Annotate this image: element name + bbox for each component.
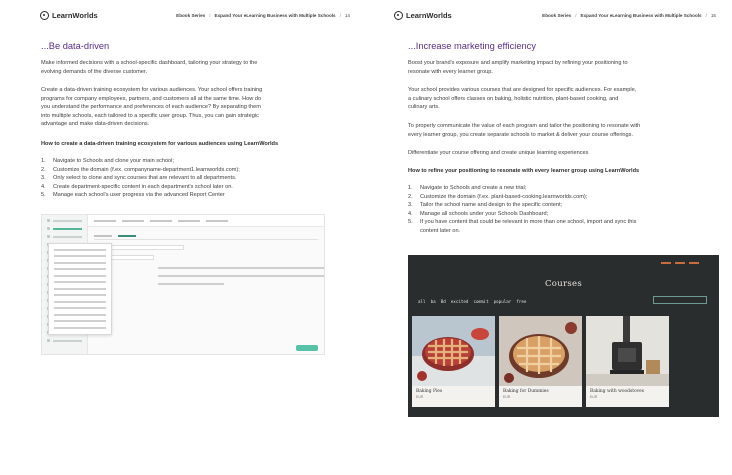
- course-price: EUR: [590, 395, 598, 399]
- step-text: content later on.: [420, 227, 461, 234]
- learnworlds-logo-icon: [394, 11, 403, 20]
- screenshot-dropdown: [48, 243, 112, 335]
- header-breadcrumb: [542, 13, 716, 18]
- logo-text: LearnWorlds: [406, 10, 452, 20]
- baking-for-dummies-image: [499, 316, 582, 386]
- page-header: [394, 8, 716, 22]
- step-text: If you have content that could be relevant in more than one school, import and sync this: [420, 219, 637, 226]
- step-number: 1.: [41, 158, 46, 164]
- step-text: Manage all schools under your Schools Dashboard;: [420, 210, 549, 217]
- step-text: Create department-specific content in each department's school later on.: [53, 183, 233, 190]
- step-number: 4.: [408, 210, 413, 217]
- step-number: 5.: [408, 219, 413, 226]
- text-line: into multiple schools, each tailored to a specific user group. Thus, you can gain strategic: [41, 112, 259, 119]
- course-search-box: [653, 296, 707, 304]
- list-item: [408, 218, 708, 227]
- howto-heading: How to refine your positioning to resonate with every learner group using LearnWorlds: [408, 168, 640, 174]
- course-card: [499, 316, 582, 407]
- step-text: Tailor the school name and design to the specific content;: [420, 202, 563, 209]
- intro-paragraph: [408, 59, 708, 76]
- step-text: Customize the domain (f.ex. companyname-department1.learnworlds.com);: [53, 166, 240, 173]
- header-breadcrumb: [176, 13, 350, 18]
- screenshot-table: [158, 261, 324, 291]
- learnworlds-logo-icon: [40, 11, 49, 20]
- body-paragraph: [41, 86, 324, 129]
- course-card: [412, 316, 495, 407]
- body-paragraph: Differentiate your course offering and create unique learning experiences: [408, 150, 589, 156]
- text-line: Create a data-driven training ecosystem for various audiences. Your school offers training: [41, 87, 263, 93]
- course-price: EUR: [503, 395, 511, 399]
- course-filters: all ba Bd excited commit popular free: [418, 299, 527, 304]
- list-item: [41, 191, 326, 200]
- schools-dashboard-screenshot: [41, 214, 325, 355]
- baking-pies-image: [412, 316, 495, 386]
- course-title: Baking with woodstoves: [590, 389, 644, 394]
- course-title: Baking for Dummies: [503, 389, 549, 394]
- text-line: advantage and make data-driven decisions.: [41, 121, 150, 128]
- text-line: evolving demands of the diverse customer.: [41, 68, 148, 75]
- step-number: [408, 227, 420, 236]
- series-label: Ebook Series: [176, 12, 206, 18]
- text-line: Your school provides various courses that are designed for specific audiences. For example,: [408, 87, 637, 93]
- ebook-title: Expand Your eLearning Business with Multiple Schools: [580, 12, 702, 18]
- body-paragraph: [408, 122, 708, 139]
- step-text: Navigate to Schools and clone your main school;: [53, 158, 174, 164]
- step-number: 4.: [41, 183, 46, 190]
- howto-heading: How to create a data-driven training ecosystem for various audiences using LearnWorlds: [41, 141, 279, 147]
- step-number: 5.: [41, 192, 46, 199]
- step-number: 2.: [41, 166, 46, 173]
- list-item: [41, 183, 326, 192]
- text-line: a culinary school offers classes on baking, holistic nutrition, plant-based cooking, and: [408, 95, 619, 102]
- list-item: [408, 184, 708, 193]
- breadcrumb-separator: /: [209, 12, 211, 18]
- courses-nav-links: [661, 262, 699, 264]
- step-number: 3.: [408, 202, 413, 209]
- breadcrumb-separator: /: [705, 12, 707, 18]
- screenshot-button: [296, 345, 318, 351]
- screenshot-topbar: [88, 215, 324, 227]
- logo-text: LearnWorlds: [52, 10, 98, 20]
- page-number: 14: [344, 12, 350, 18]
- learnworlds-logo: [40, 11, 98, 20]
- breadcrumb-separator: /: [575, 12, 577, 18]
- text-line: resonate with every learner group.: [408, 68, 493, 75]
- text-line: Make informed decisions with a school-specific dashboard, tailoring your strategy to the: [41, 60, 258, 66]
- text-line: culinary arts.: [408, 104, 440, 111]
- step-number: 1.: [408, 185, 413, 191]
- steps-list: [41, 157, 326, 200]
- courses-title: Courses: [544, 279, 582, 289]
- course-card: [586, 316, 669, 407]
- learnworlds-logo: [394, 11, 452, 20]
- list-item: [408, 193, 708, 202]
- text-line: you understand the performance and preferences of each audience? By separating them: [41, 104, 261, 111]
- course-price: EUR: [416, 395, 424, 399]
- step-text: Only select to clone and sync courses that are relevant to all departments.: [53, 175, 237, 182]
- body-paragraph: [408, 86, 708, 112]
- breadcrumb-separator: /: [339, 12, 341, 18]
- list-item: [41, 166, 326, 175]
- step-text: Customize the domain (f.ex. plant-based-cooking.learnworlds.com);: [420, 193, 588, 200]
- list-item: [41, 157, 326, 166]
- step-text: Navigate to Schools and create a new trial;: [420, 185, 527, 191]
- text-line: To properly communicate the value of each program and tailor the positioning to resonate with: [408, 123, 641, 129]
- step-number: 3.: [41, 175, 46, 182]
- text-line: programs for company employees, partners, and customers all at the same time. How do: [41, 95, 262, 102]
- intro-paragraph: [41, 59, 324, 76]
- page-header: [40, 8, 350, 22]
- list-item: [408, 227, 708, 236]
- list-item: [41, 174, 326, 183]
- course-title: Baking Pies: [416, 389, 443, 394]
- courses-screenshot: [408, 255, 719, 417]
- steps-list: [408, 184, 708, 236]
- page-number: 15: [710, 12, 716, 18]
- ebook-title: Expand Your eLearning Business with Multiple Schools: [214, 12, 336, 18]
- list-item: [408, 201, 708, 210]
- text-line: Boost your brand's exposure and amplify marketing impact by refining your positioning to: [408, 60, 628, 66]
- baking-with-woodstoves-image: [586, 316, 669, 386]
- text-line: every learner group, you create separate schools to market & deliver your course offerings.: [408, 131, 634, 138]
- step-text: Manage each school's user progress via the advanced Report Center: [53, 192, 225, 199]
- list-item: [408, 210, 708, 219]
- step-number: 2.: [408, 193, 413, 200]
- section-heading-data-driven: ...Be data-driven: [41, 41, 110, 51]
- section-heading-marketing: ...Increase marketing efficiency: [408, 41, 536, 51]
- series-label: Ebook Series: [542, 12, 572, 18]
